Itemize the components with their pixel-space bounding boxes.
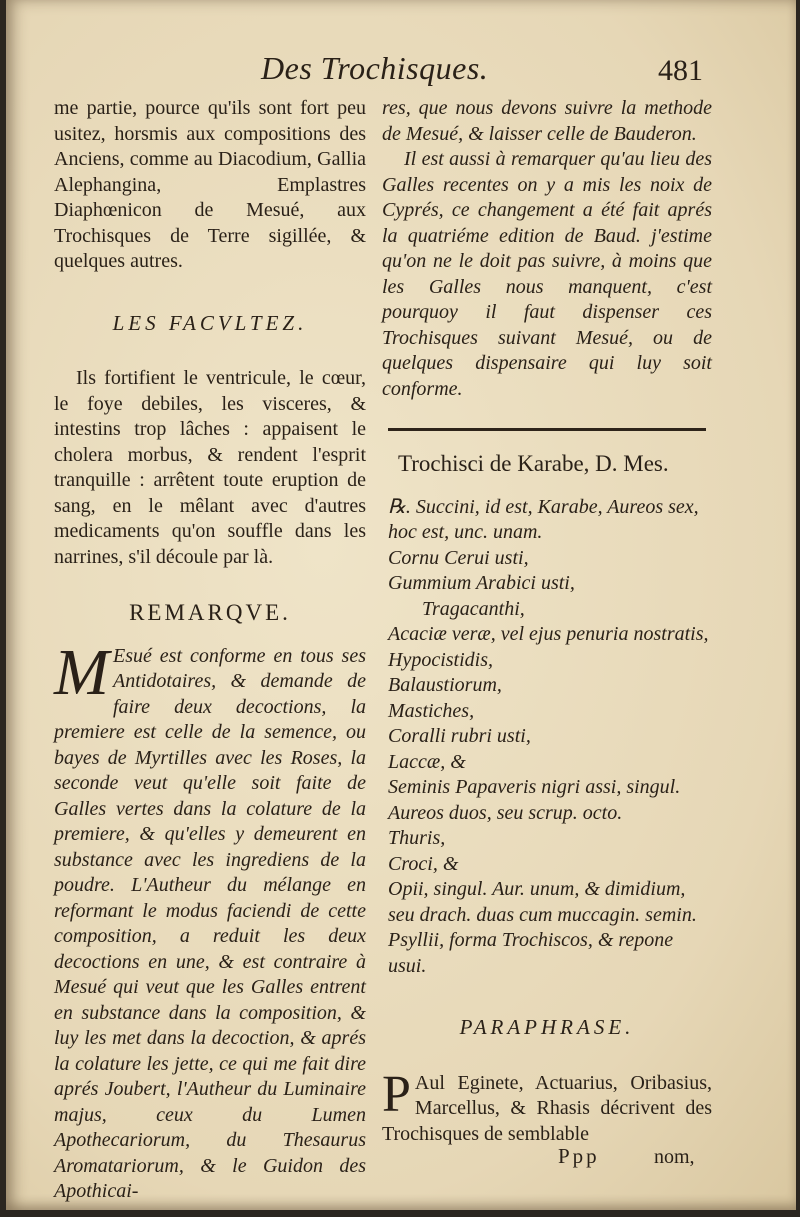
recipe-line: Tragacanthi, bbox=[422, 597, 525, 620]
heading-remarque: REMARQVE. bbox=[129, 600, 291, 625]
right-column bbox=[382, 96, 712, 1147]
recipe-line: ℞. Succini, id est, Karabe, Aureos sex, hoc est, unc. unam. bbox=[388, 495, 699, 543]
book-page bbox=[6, 0, 796, 1210]
heading-facultez: LES FACVLTEZ. bbox=[112, 310, 308, 335]
recipe-line: Balaustiorum, bbox=[388, 674, 502, 696]
remarque-text: Esué est conforme en tous ses Antidotaires, & demande de faire deux decoctions, la premiere est celle de la semence, ou bayes de Myrtilles avec les Roses, la seconde veut qu'elle soit faite de Galles vertes dans la colature de la premiere, & qu'elles y demeurent en substance avec les ingrediens de la poudre. L'Autheur du mélange en reformant le modus faciendi de cette composition, a reduit les deux decoctions en une, & est contraire à Mesué qui veut que les Galles entrent en substance dans la composition, & luy les met dans la decoction, & aprés la colature les jette, ce qui me fait dire aprés Joubert, l'Autheur du Luminaire majus, ceux du Lumen Apothecariorum, du Thesaurus Aromatariorum, & le Guidon des Apothicai- bbox=[54, 644, 366, 1202]
paraphrase-text: Aul Eginete, Actuarius, Oribasius, Marcellus, & Rhasis décrivent des Trochisques de semblable bbox=[382, 1071, 712, 1145]
left-paragraph-2: Ils fortifient le ventricule, le cœur, le foye debiles, les visceres, & intestins trop lâches : appaisent le cholera morbus, & rendent l'esprit tranquille : arrêtent toute eruption de sang, en le mêlant avec d'autres medicaments qu'on souffle dans les narrines, s'il découle par là. bbox=[54, 367, 366, 568]
page-number: 481 bbox=[658, 54, 703, 87]
running-head: Des Trochisques. bbox=[261, 50, 489, 86]
recipe-line: Seminis Papaveris nigri assi, singul. Aureos duos, seu scrup. octo. bbox=[388, 776, 681, 824]
recipe-title: Trochisci de Karabe, D. Mes. bbox=[398, 451, 669, 476]
recipe-line: Hypocistidis, bbox=[388, 648, 493, 671]
paraphrase-paragraph bbox=[382, 1065, 712, 1148]
recipe-line: Gummium Arabici usti, bbox=[388, 572, 575, 594]
left-column bbox=[54, 96, 366, 1205]
recipe-line: Croci, & bbox=[388, 852, 459, 875]
remarque-paragraph bbox=[54, 635, 366, 1205]
recipe-line: Thuris, bbox=[388, 827, 446, 849]
page-header bbox=[6, 48, 796, 92]
left-paragraph-1: me partie, pource qu'ils sont fort peu usitez, horsmis aux compositions des Anciens, comme au Diacodium, Gallia Alephangina, Emplastres Diaphœnicon de Mesué, aux Trochisques de Terre sigillée, & quelques autres. bbox=[54, 97, 366, 272]
recipe-line: Opii, singul. Aur. unum, & dimidium, seu drach. duas cum muccagin. semin. Psyllii, forma Trochiscos, & repone usui. bbox=[388, 878, 697, 977]
recipe-list bbox=[382, 495, 712, 980]
recipe-line: Mastiches, bbox=[388, 699, 475, 722]
right-paragraph-2: Il est aussi à remarquer qu'au lieu des Galles recentes on y a mis les noix de Cyprés, ce changement a été fait aprés la quatriéme edition de Baud. j'estime qu'on ne le doit pas suivre, à moins que les Galles nous manquent, c'est pourquoy il faut dispenser ces Trochisques suivant Mesué, ou de quelques dispensaire qui luy soit conforme. bbox=[382, 148, 712, 400]
catchword: nom, bbox=[654, 1146, 695, 1168]
recipe-line: Coralli rubri usti, bbox=[388, 725, 531, 747]
dropcap-m: M bbox=[54, 635, 109, 709]
right-paragraph-1: res, que nous devons suivre la methode de Mesué, & laisser celle de Bauderon. bbox=[382, 97, 712, 145]
recipe-line: Acaciæ veræ, vel ejus penuria nostratis, bbox=[388, 623, 709, 645]
dropcap-p: P bbox=[382, 1065, 411, 1123]
recipe-line: Cornu Cerui usti, bbox=[388, 546, 529, 569]
recipe-line: Laccæ, & bbox=[388, 750, 466, 773]
signature-mark: Ppp bbox=[558, 1144, 600, 1168]
heading-paraphrase: PARAPHRASE. bbox=[459, 1015, 635, 1039]
section-divider bbox=[388, 428, 706, 431]
